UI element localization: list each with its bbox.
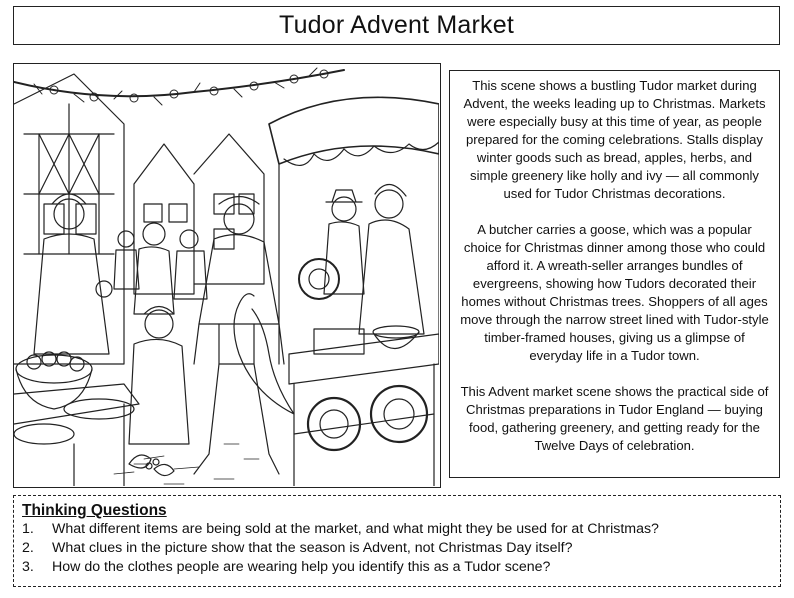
description-paragraph: A butcher carries a goose, which was a popular choice for Christmas dinner among those who could afford it. A wreath-seller arranges bundles of evergreens, showing how Tudors decorated their homes without Christmas trees. Shoppers of all ages move through the narrow street lined with Tudor-style timber-framed houses, giving us a glimpse of everyday life in a Tudor town. bbox=[460, 222, 769, 363]
question-number: 1. bbox=[22, 521, 34, 537]
question-text: How do the clothes people are wearing help you identify this as a Tudor scene? bbox=[52, 559, 551, 575]
question-number: 2. bbox=[22, 540, 34, 556]
question-text: What clues in the picture show that the season is Advent, not Christmas Day itself? bbox=[52, 540, 573, 556]
question-number: 3. bbox=[22, 559, 34, 575]
questions-list bbox=[22, 520, 772, 577]
questions-heading: Thinking Questions bbox=[22, 502, 167, 519]
market-illustration bbox=[13, 63, 441, 488]
thinking-questions-box bbox=[13, 495, 781, 587]
description-panel bbox=[449, 70, 780, 478]
page-title: Tudor Advent Market bbox=[13, 6, 780, 45]
question-text: What different items are being sold at the market, and what might they be used for at Christmas? bbox=[52, 521, 659, 537]
description-paragraph: This scene shows a bustling Tudor market during Advent, the weeks leading up to Christmas. Markets were especially busy at this time of year, as people prepared for the coming celebrations. Stalls display winter goods such as bread, apples, herbs, and simple greenery like holly and ivy — all commonly used for Tudor Christmas decorations. bbox=[463, 78, 766, 201]
question-item bbox=[22, 539, 772, 558]
question-item bbox=[22, 520, 772, 539]
description-paragraph: This Advent market scene shows the practical side of Christmas preparations in Tudor England — buying food, gathering greenery, and getting ready for the Twelve Days of celebration. bbox=[460, 384, 769, 453]
question-item bbox=[22, 558, 772, 577]
